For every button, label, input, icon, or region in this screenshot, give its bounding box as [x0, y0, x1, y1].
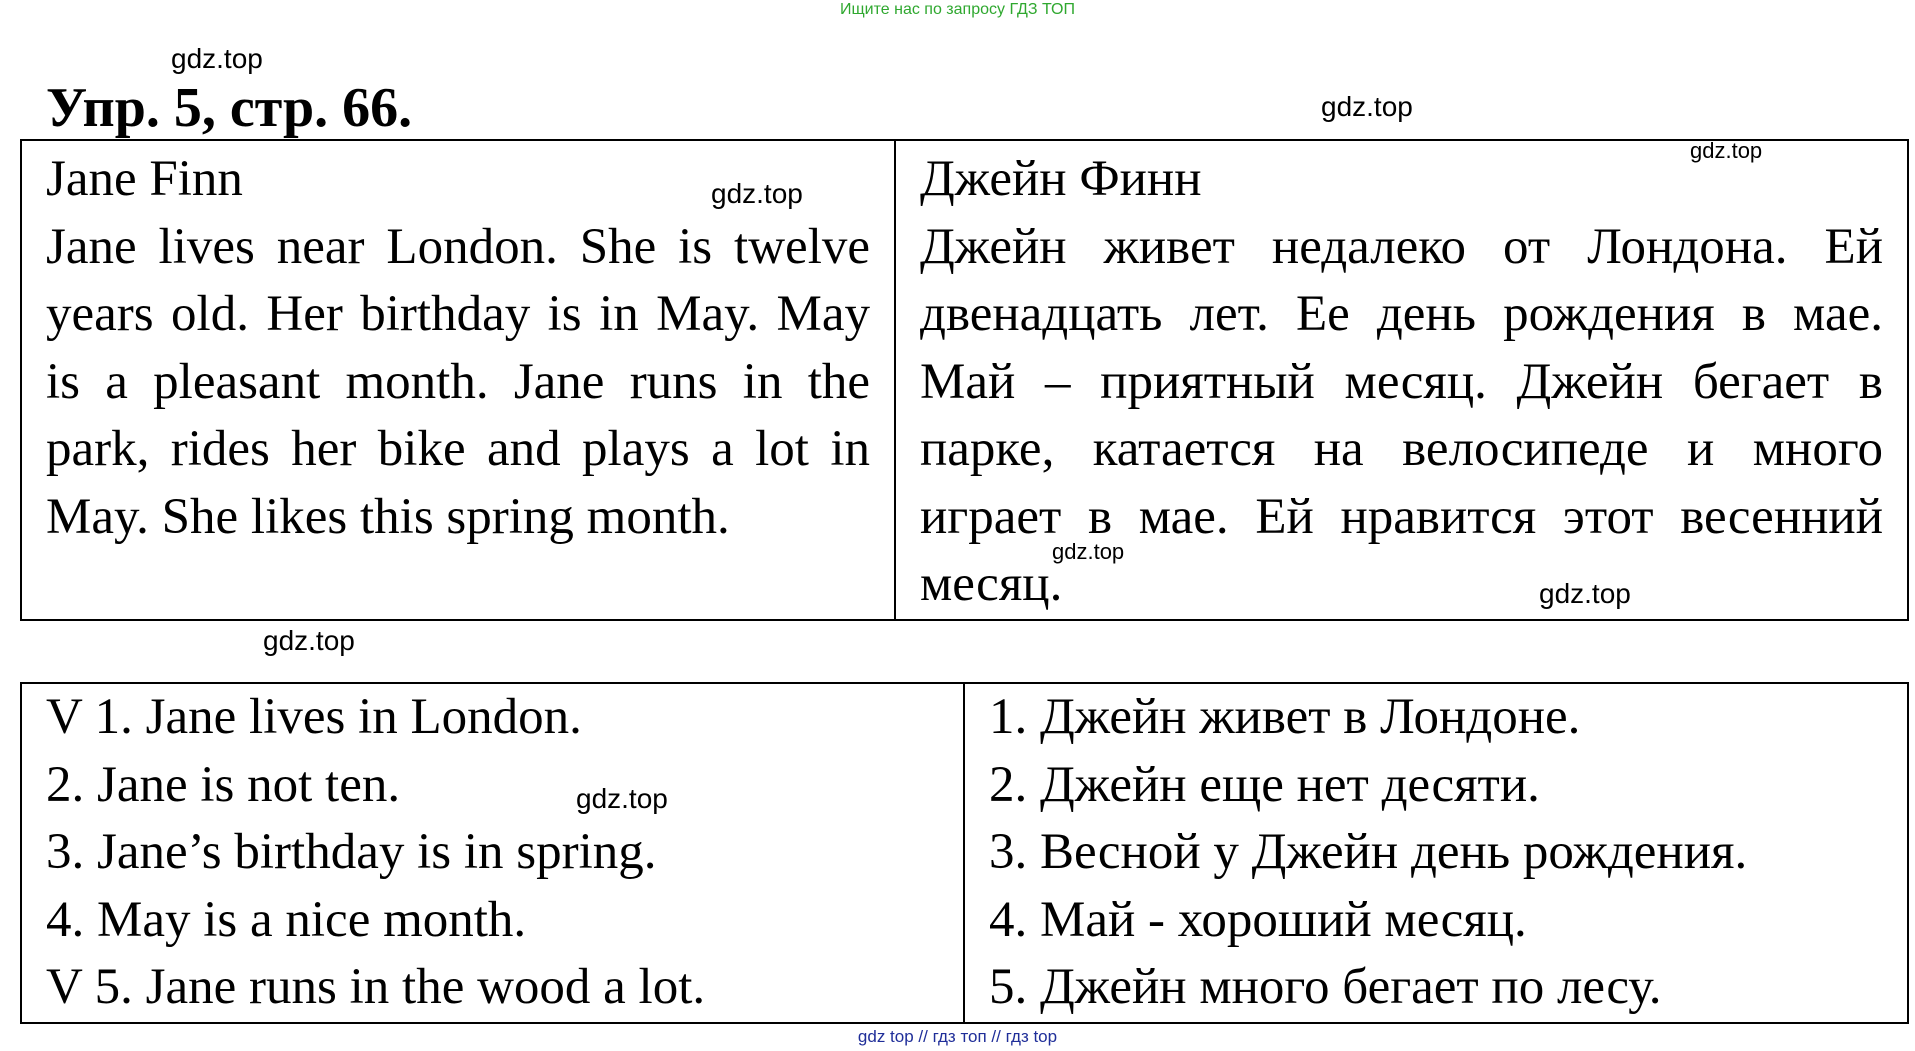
english-answer-line: V 1. Jane lives in London. [46, 689, 582, 745]
english-body: Jane lives near London. She is twelve years old. Her birthday is in May. May is a pleasant month. Jane runs in the park, rides her bike and plays a lot in May. She likes this spring month. [46, 218, 870, 545]
watermark: gdz.top [171, 43, 263, 74]
russian-answer-line: 4. Май - хороший месяц. [989, 891, 1527, 948]
english-heading: Jane Finn [46, 151, 243, 207]
watermark: gdz.top [1539, 578, 1631, 609]
watermark: gdz.top [711, 178, 803, 209]
russian-answer-line: 2. Джейн еще нет десяти. [989, 756, 1540, 813]
english-text-cell [21, 140, 895, 620]
russian-answers-cell [964, 683, 1908, 1023]
top-banner: Ищите нас по запросу ГДЗ ТОП [840, 1, 1075, 18]
watermark: gdz.top [1321, 91, 1413, 122]
english-answer-line: 2. Jane is not ten. [46, 756, 401, 813]
english-answers-cell [21, 683, 964, 1023]
russian-answer-line: 5. Джейн много бегает по лесу. [989, 959, 1662, 1015]
watermark: gdz.top [1690, 138, 1763, 163]
english-answer-line: 3. Jane’s birthday is in spring. [46, 824, 657, 880]
english-answer-line: V 5. Jane runs in the wood a lot. [46, 959, 706, 1015]
text-table [20, 139, 1909, 621]
bottom-banner: gdz top // гдз топ // гдз top [857, 1027, 1058, 1046]
watermark: gdz.top [1052, 539, 1125, 564]
russian-answer-line: 3. Весной у Джейн день рождения. [989, 824, 1748, 880]
russian-body: Джейн живет недалеко от Лондона. Ей двенадцать лет. Ее день рождения в мае. Май – приятный месяц. Джейн бегает в парке, катается на велосипеде и много играет в мае. Ей нравится этот весенний месяц. [920, 218, 1883, 612]
answers-table [20, 682, 1909, 1024]
russian-heading: Джейн Финн [920, 151, 1202, 207]
russian-answer-line: 1. Джейн живет в Лондоне. [989, 689, 1581, 745]
english-answer-line: 4. May is a nice month. [46, 891, 527, 948]
page-title: Упр. 5, стр. 66. [46, 77, 413, 139]
watermark: gdz.top [263, 625, 355, 656]
watermark: gdz.top [576, 783, 668, 814]
russian-text-cell [895, 140, 1908, 620]
